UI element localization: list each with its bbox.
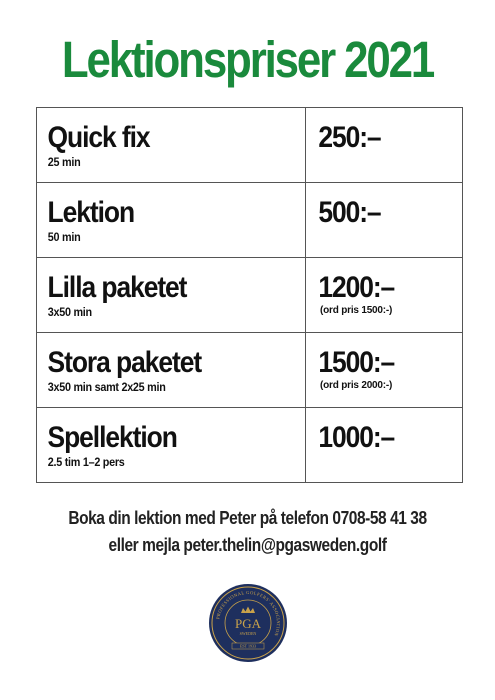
- lesson-cell: [37, 408, 306, 483]
- regular-price-note: (ord pris 1500:-): [320, 305, 393, 316]
- table-row: [37, 108, 463, 183]
- lesson-cell: [37, 258, 306, 333]
- price-cell: [306, 108, 463, 183]
- lesson-duration: 50 min: [47, 230, 81, 244]
- lesson-duration: 3x50 min samt 2x25 min: [47, 380, 166, 394]
- lesson-name: Lektion: [47, 196, 135, 229]
- table-row: [37, 408, 463, 483]
- table-row: [37, 333, 463, 408]
- lesson-price: 1200:–: [318, 271, 395, 304]
- logo-est-text: EST 1933: [239, 643, 257, 649]
- lesson-duration: 3x50 min: [47, 305, 92, 319]
- lesson-cell: [37, 183, 306, 258]
- table-row: [37, 258, 463, 333]
- price-cell: [306, 183, 463, 258]
- lesson-duration: 25 min: [47, 155, 81, 169]
- booking-phone-text: Boka din lektion med Peter på telefon 0708-58 41 38: [68, 508, 427, 528]
- lesson-name: Stora paketet: [47, 346, 202, 379]
- page-title: Lektionspriser 2021: [61, 31, 434, 88]
- booking-email-text: eller mejla peter.thelin@pgasweden.golf: [108, 535, 387, 555]
- pga-sweden-logo: [208, 583, 288, 663]
- logo-country-text: SWEDEN: [239, 631, 257, 636]
- lesson-name: Lilla paketet: [47, 271, 187, 304]
- price-cell: [306, 258, 463, 333]
- price-table: [36, 107, 463, 483]
- lesson-cell: [37, 333, 306, 408]
- lesson-price: 1000:–: [318, 421, 395, 454]
- lesson-cell: [37, 108, 306, 183]
- lesson-name: Spellektion: [47, 421, 177, 454]
- lesson-name: Quick fix: [47, 121, 150, 154]
- table-row: [37, 183, 463, 258]
- lesson-price: 500:–: [318, 196, 381, 229]
- logo-ring-text: PROFESSIONAL GOLFERS' ASSOCIATION: [215, 589, 282, 638]
- logo-center-text: PGA: [234, 616, 262, 631]
- lesson-duration: 2.5 tim 1–2 pers: [47, 455, 125, 469]
- price-cell: [306, 333, 463, 408]
- lesson-price: 250:–: [318, 121, 381, 154]
- regular-price-note: (ord pris 2000:-): [320, 380, 393, 391]
- price-cell: [306, 408, 463, 483]
- lesson-price: 1500:–: [318, 346, 395, 379]
